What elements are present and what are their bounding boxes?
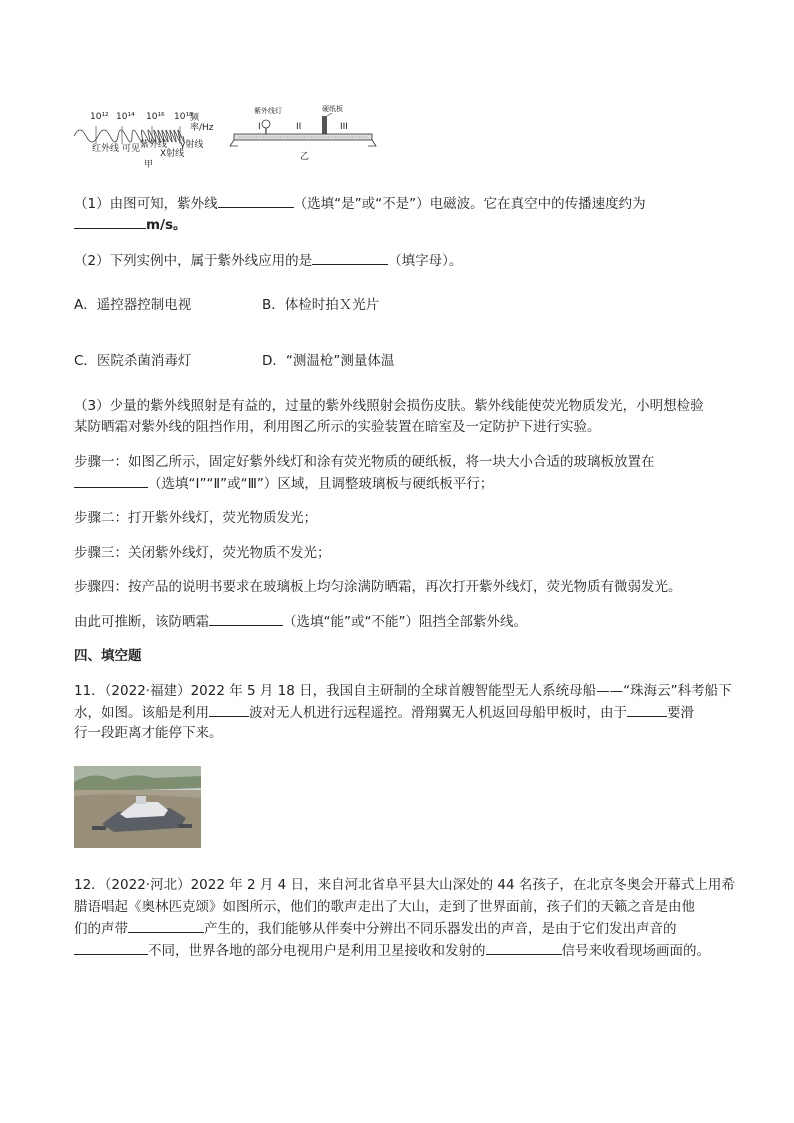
q10-conclusion: 由此可推断，该防晒霜 （选填“能”或“不能”）阻挡全部紫外线。 bbox=[74, 611, 527, 632]
answer-blank[interactable] bbox=[627, 702, 667, 717]
q11-line2: 水，如图。该船是利用 波对无人机进行远程遥控。滑翔翼无人机返回母船甲板时，由于 要滑 bbox=[74, 702, 694, 723]
answer-blank[interactable] bbox=[74, 940, 148, 955]
answer-blank[interactable] bbox=[209, 611, 283, 626]
figure-caption: 甲 bbox=[144, 160, 154, 170]
band-label: 可见 bbox=[122, 144, 141, 154]
answer-blank[interactable] bbox=[74, 214, 146, 229]
uv-lamp-icon bbox=[262, 120, 270, 128]
answer-blank[interactable] bbox=[209, 702, 249, 717]
tick-label: 10¹⁸ bbox=[174, 112, 193, 122]
option-a: A．遥控器控制电视 bbox=[74, 297, 192, 313]
q10-part3-line1: （3）少量的紫外线照射是有益的，过量的紫外线照射会损伤皮肤。紫外线能使荧光物质发光，小明想检验 bbox=[74, 398, 704, 414]
q10-part2: （2）下列实例中，属于紫外线应用的是 （填字母）。 bbox=[74, 250, 462, 271]
answer-blank[interactable] bbox=[312, 250, 388, 265]
section-title: 四、填空题 bbox=[74, 648, 142, 664]
spectrum-figure bbox=[72, 106, 212, 176]
option-c: C．医院杀菌消毒灯 bbox=[74, 353, 192, 369]
board-label: 硬纸板 bbox=[322, 105, 343, 113]
step1-line1: 步骤一：如图乙所示，固定好紫外线灯和涂有荧光物质的硬纸板，将一块大小合适的玻璃板放置在 bbox=[74, 454, 655, 470]
answer-blank[interactable] bbox=[218, 193, 294, 208]
band-label: 红外线 bbox=[92, 144, 120, 154]
figure-caption: 乙 bbox=[300, 152, 310, 162]
region-label: II bbox=[296, 122, 302, 132]
step3: 步骤三：关闭紫外线灯，荧光物质不发光； bbox=[74, 545, 331, 561]
q12-line1: 12．（2022·河北）2022 年 2 月 4 日，来自河北省阜平县大山深处的 44 名孩子，在北京冬奥会开幕式上用希 bbox=[74, 877, 735, 893]
q10-part3-line2: 某防晒霜对紫外线的阻挡作用，利用图乙所示的实验装置在暗室及一定防护下进行实验。 bbox=[74, 419, 601, 435]
q12-line3: 们的声带 产生的，我们能够从伴奏中分辨出不同乐器发出的声音，是由于它们发出声音的 bbox=[74, 918, 677, 939]
region-label: III bbox=[340, 122, 348, 132]
answer-blank[interactable] bbox=[74, 473, 148, 488]
step4: 步骤四：按产品的说明书要求在玻璃板上均匀涂满防晒霜，再次打开紫外线灯，荧光物质有微弱发光。 bbox=[74, 579, 682, 595]
apparatus-figure bbox=[228, 104, 378, 170]
option-d: D．“测温枪”测量体温 bbox=[262, 353, 395, 369]
tick-label: 10¹⁶ bbox=[146, 112, 165, 122]
q10-part1-line2: m/s。 bbox=[74, 214, 187, 235]
lamp-label: 紫外线灯 bbox=[254, 107, 282, 115]
q12-line4: 不同，世界各地的部分电视用户是利用卫星接收和发射的 信号来收看现场画面的。 bbox=[74, 940, 710, 961]
ship-image bbox=[74, 766, 201, 848]
step2: 步骤二：打开紫外线灯，荧光物质发光； bbox=[74, 510, 317, 526]
band-label: γ射线 bbox=[180, 140, 204, 150]
tick-label: 10¹² bbox=[90, 112, 109, 122]
band-label: 紫外线 bbox=[140, 140, 168, 150]
q10-part1-line1: （1）由图可知，紫外线 （选填“是”或“不是”）电磁波。它在真空中的传播速度约为 bbox=[74, 193, 646, 214]
band-label: X射线 bbox=[160, 149, 185, 159]
q11-line1: 11．（2022·福建）2022 年 5 月 18 日，我国自主研制的全球首艘智能型无人系统母船——“珠海云”科考船下 bbox=[74, 683, 732, 699]
tick-label: 10¹⁴ bbox=[116, 112, 135, 122]
answer-blank[interactable] bbox=[486, 940, 562, 955]
q12-line2: 腊语唱起《奥林匹克颂》如图所示，他们的歌声走出了大山，走到了世界面前，孩子们的天籁之音是由他 bbox=[74, 899, 695, 915]
step1-line2: （选填“I”“Ⅱ”或“Ⅲ”）区域，且调整玻璃板与硬纸板平行； bbox=[74, 473, 493, 494]
region-label: I bbox=[258, 122, 261, 132]
answer-blank[interactable] bbox=[128, 918, 204, 933]
board-icon bbox=[322, 116, 327, 134]
option-b: B．体检时拍Ｘ光片 bbox=[262, 297, 380, 313]
axis-label: 频率/Hz bbox=[190, 113, 214, 133]
ship-photo bbox=[74, 766, 201, 848]
q11-line3: 行一段距离才能停下来。 bbox=[74, 725, 223, 741]
